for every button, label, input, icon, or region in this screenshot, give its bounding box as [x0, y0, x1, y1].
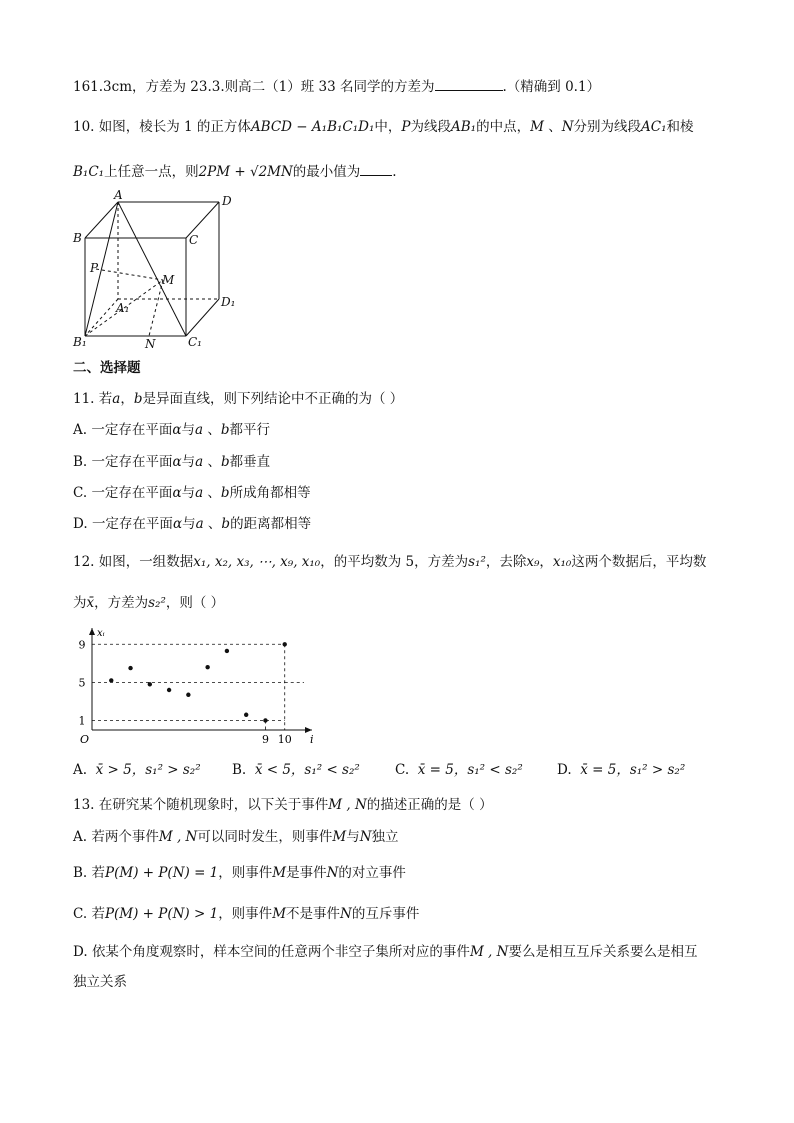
q11-option-c[interactable]: C. 一定存在平面α与a 、b所成角都相等 [73, 485, 311, 501]
q10-line-2: B₁C₁上任意一点，则2PM + √2MN的最小值为 . [73, 161, 734, 182]
label-D1: D₁ [221, 295, 236, 309]
data-point [109, 678, 113, 682]
q11-option-b[interactable]: B. 一定存在平面α与a 、b都垂直 [73, 454, 271, 470]
segment-MN [149, 280, 163, 336]
q12-option-c[interactable]: C. x̄ = 5，s₁² < s₂² [395, 762, 523, 778]
data-point [148, 682, 152, 686]
q12-option-b[interactable]: B. x̄ < 5，s₁² < s₂² [232, 762, 360, 778]
segment-AC1 [118, 202, 186, 336]
q11-stem: 11. 若a，b是异面直线，则下列结论中不正确的为（ ） [73, 391, 404, 407]
q12-option-d[interactable]: D. x̄ = 5，s₁² > s₂² [557, 762, 686, 778]
q13-option-d-line-1[interactable]: D. 依某个角度观察时，样本空间的任意两个非空子集所对应的事件M , N要么是相互互斥关系要么是相互 [73, 944, 698, 960]
data-point [205, 665, 209, 669]
y-tick-label: 9 [78, 638, 86, 652]
origin-label: O [80, 733, 90, 746]
x-tick-label: 10 [277, 733, 292, 746]
edge-BA [85, 202, 118, 238]
q12-stem-line-1: 12. 如图，一组数据x₁, x₂, x₃, ⋯, x₉, x₁₀，的平均数为 5，方差为s₁²，去除x₉，x₁₀这两个数据后，平均数 [73, 554, 707, 570]
q11-option-a[interactable]: A. 一定存在平面α与a 、b都平行 [73, 422, 270, 438]
scatter-chart [70, 622, 320, 746]
x-axis-label: i [310, 733, 314, 746]
q12-stem-line-2: 为x̄，方差为s₂²，则（ ） [73, 595, 225, 611]
label-P: P [90, 261, 99, 275]
data-point [167, 688, 171, 692]
label-C1: C₁ [188, 335, 202, 349]
section-title: 二、选择题 [73, 360, 141, 376]
data-point [225, 649, 229, 653]
y-tick-label: 5 [78, 676, 86, 690]
data-point [283, 642, 287, 646]
label-N: N [145, 337, 156, 350]
y-axis-label: xᵢ [97, 628, 105, 639]
q13-option-b[interactable]: B. 若P(M) + P(N) = 1，则事件M是事件N的对立事件 [73, 865, 406, 881]
q13-option-d-line-2: 独立关系 [73, 974, 127, 990]
q13-stem: 13. 在研究某个随机现象时，以下关于事件M , N的描述正确的是（ ） [73, 797, 493, 813]
label-A1: A₁ [116, 301, 130, 315]
label-A: A [114, 188, 123, 202]
label-C: C [189, 233, 199, 247]
q12-option-a[interactable]: A. x̄ > 5，s₁² > s₂² [73, 762, 201, 778]
data-point [244, 713, 248, 717]
data-point [128, 666, 132, 670]
y-axis-arrow [89, 628, 95, 635]
q9-tail-line: 161.3cm，方差为 23.3.则高二（1）班 33 名同学的方差为 .（精确到 0.1） [73, 76, 734, 97]
edge-C1D1 [186, 299, 219, 336]
q10-line-1: 10. 如图，棱长为 1 的正方体ABCD − A₁B₁C₁D₁中，P为线段AB₁的中点，M 、N分别为线段AC₁和棱 [73, 119, 694, 135]
data-point [263, 718, 267, 722]
q13-option-c[interactable]: C. 若P(M) + P(N) > 1，则事件M不是事件N的互斥事件 [73, 906, 420, 922]
y-tick-label: 1 [78, 714, 86, 728]
answer-blank-q9[interactable] [435, 76, 503, 91]
label-B: B [73, 231, 82, 245]
q11-option-d[interactable]: D. 一定存在平面α与a 、b的距离都相等 [73, 516, 312, 532]
answer-blank-q10[interactable] [360, 161, 392, 176]
data-point [186, 693, 190, 697]
label-B1: B₁ [73, 335, 87, 349]
label-M: M [162, 273, 175, 287]
q13-option-a[interactable]: A. 若两个事件M , N可以同时发生，则事件M与N独立 [73, 829, 399, 845]
x-tick-label: 9 [261, 733, 269, 746]
cube-figure [70, 188, 250, 350]
label-D: D [222, 194, 232, 208]
